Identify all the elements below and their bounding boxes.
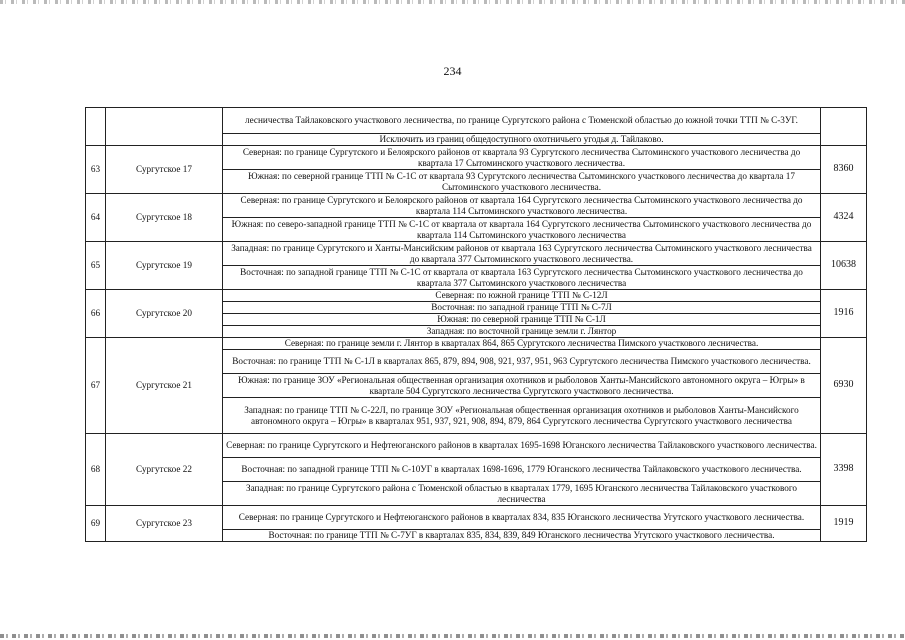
table-row [86,146,867,170]
row-number: 66 [86,290,106,338]
cell-name-empty [106,108,223,146]
boundary-line: Восточная: по западной границе ТТП № С-1С от квартала от квартала 163 Сургутского лесничества Сытоминского участкового лесничества до квартала 377 Сытоминского участкового лесничества [223,266,821,290]
table-row [86,194,867,218]
area-value: 1916 [821,290,867,338]
row-number: 64 [86,194,106,242]
boundary-line: Северная: по границе Сургутского и Белоярского районов от квартала 164 Сургутского лесничества Сытоминского участкового лесничества до квартала 114 Сытоминского участкового лесничества. [223,194,821,218]
boundary-line: Северная: по границе Сургутского и Белоярского районов от квартала 93 Сургутского лесничества Сытоминского участкового лесничества до квартала 17 Сытоминского участкового лесничества. [223,146,821,170]
boundary-line: Северная: по границе земли г. Лянтор в кварталах 864, 865 Сургутского лесничества Пимского участкового лесничества. [223,338,821,350]
boundary-line: Северная: по границе Сургутского и Нефтеюганского районов в кварталах 1695-1698 Юганского лесничества Тайлаковского участкового лесничества. [223,434,821,458]
table-row [86,242,867,266]
scan-edge-bottom [0,634,905,638]
boundary-line: Западная: по границе Сургутского и Ханты-Мансийским районов от квартала 163 Сургутского лесничества Сытоминского участкового лесничества до квартала 377 Сытоминского участкового лесничества. [223,242,821,266]
area-value: 8360 [821,146,867,194]
row-number: 65 [86,242,106,290]
area-value: 10638 [821,242,867,290]
area-value: 4324 [821,194,867,242]
boundary-line: Северная: по южной границе ТТП № С-12Л [223,290,821,302]
ground-name: Сургутское 23 [106,506,223,542]
ground-name: Сургутское 21 [106,338,223,434]
area-value: 3398 [821,434,867,506]
boundary-line: Восточная: по западной границе ТТП № С-10УГ в кварталах 1698-1696, 1779 Юганского лесничества Тайлаковского участкового лесничества. [223,458,821,482]
boundary-line: Северная: по границе Сургутского и Нефтеюганского районов в кварталах 834, 835 Юганского лесничества Угутского участкового лесничества. [223,506,821,530]
boundary-line: Восточная: по границе ТТП № С-7УГ в кварталах 835, 834, 839, 849 Юганского лесничества Угутского участкового лесничества. [223,530,821,542]
boundary-line: Южная: по северной границе ТТП № С-1С от квартала 93 Сургутского лесничества Сытоминского участкового лесничества до квартала 17 Сытоминского участкового лесничества. [223,170,821,194]
row-number: 67 [86,338,106,434]
ground-name: Сургутское 17 [106,146,223,194]
hunting-grounds-table [85,107,867,542]
table-row [86,290,867,302]
table-row [86,434,867,458]
row-number: 69 [86,506,106,542]
table-row [86,338,867,350]
cell-area-empty [821,108,867,146]
area-value: 1919 [821,506,867,542]
ground-name: Сургутское 18 [106,194,223,242]
boundary-line: Западная: по границе Сургутского района с Тюменской областью в кварталах 1779, 1695 Юганского лесничества Тайлаковского участкового лесничества [223,482,821,506]
boundary-line: Восточная: по западной границе ТТП № С-7Л [223,302,821,314]
boundary-line: Южная: по северо-западной границе ТТП № С-1С от квартала от квартала 164 Сургутского лесничества Сытоминского участкового лесничества до квартала 114 Сытоминского участкового лесничества [223,218,821,242]
boundary-line: лесничества Тайлаковского участкового лесничества, по границе Сургутского района с Тюменской областью до южной точки ТТП № С-3УГ. [223,108,821,134]
table-row [86,506,867,530]
ground-name: Сургутское 22 [106,434,223,506]
ground-name: Сургутское 19 [106,242,223,290]
row-number: 68 [86,434,106,506]
table-row [86,108,867,134]
scan-edge-top [0,0,905,4]
boundary-line: Западная: по границе ТТП № С-22Л, по границе ЗОУ «Региональная общественная организация охотников и рыболовов Ханты-Мансийского автономного округа – Югры» в кварталах 951, 937, 921, 908, 894, 879, 864 Сургутского лесничества Сургутского участкового лесничества [223,398,821,434]
page-number: 234 [443,64,462,78]
boundary-line: Исключить из границ общедоступного охотничьего угодья д. Тайлаково. [223,134,821,146]
boundary-line: Южная: по северной границе ТТП № С-1Л [223,314,821,326]
row-number: 63 [86,146,106,194]
boundary-line: Восточная: по границе ТТП № С-1Л в кварталах 865, 879, 894, 908, 921, 937, 951, 963 Сургутского лесничества Пимского участкового лесничества. [223,350,821,374]
ground-name: Сургутское 20 [106,290,223,338]
boundary-line: Западная: по восточной границе земли г. Лянтор [223,326,821,338]
area-value: 6930 [821,338,867,434]
cell-num-empty [86,108,106,146]
boundary-line: Южная: по границе ЗОУ «Региональная общественная организация охотников и рыболовов Ханты-Мансийского автономного округа – Югры» в квартале 504 Сургутского лесничества Сургутского участкового лесничества. [223,374,821,398]
